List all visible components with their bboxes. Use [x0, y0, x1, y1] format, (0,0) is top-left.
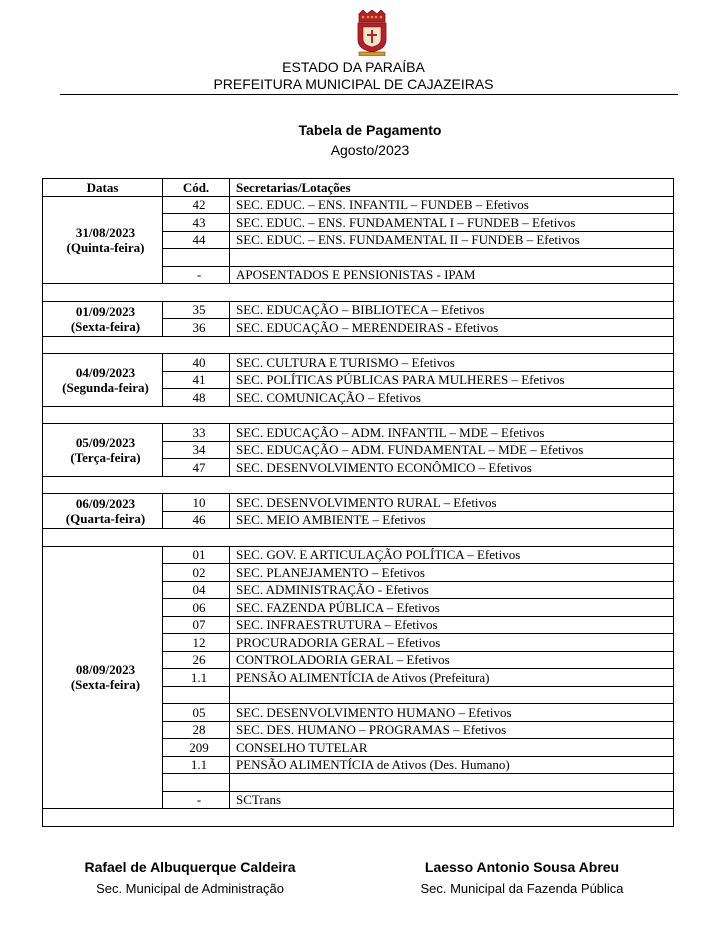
- group-separator-row: [43, 336, 674, 354]
- code-cell: 42: [163, 196, 230, 214]
- department-cell: SEC. DESENVOLVIMENTO HUMANO – Efetivos: [230, 704, 674, 722]
- department-cell: SCTrans: [230, 791, 674, 809]
- group-separator-row: [43, 809, 674, 827]
- payment-date-cell: [43, 494, 163, 529]
- code-cell: -: [163, 791, 230, 809]
- department-cell: SEC. POLÍTICAS PÚBLICAS PARA MULHERES – Efetivos: [230, 371, 674, 389]
- department-cell: SEC. GOV. E ARTICULAÇÃO POLÍTICA – Efetivos: [230, 546, 674, 564]
- code-cell: 33: [163, 424, 230, 442]
- separator-cell: [43, 284, 674, 302]
- column-header-departments: Secretarias/Lotações: [230, 179, 674, 197]
- code-cell: 34: [163, 441, 230, 459]
- code-cell: 36: [163, 319, 230, 337]
- code-cell: 48: [163, 389, 230, 407]
- department-cell: SEC. COMUNICAÇÃO – Efetivos: [230, 389, 674, 407]
- code-cell: 1.1: [163, 669, 230, 687]
- group-separator-row: [43, 284, 674, 302]
- payment-date-cell: [43, 546, 163, 809]
- separator-cell: [43, 476, 674, 494]
- department-cell: SEC. DES. HUMANO – PROGRAMAS – Efetivos: [230, 721, 674, 739]
- code-cell: 10: [163, 494, 230, 512]
- table-row: [43, 424, 674, 442]
- department-cell: [230, 686, 674, 704]
- group-separator-row: [43, 476, 674, 494]
- payment-table: [42, 178, 674, 827]
- municipality-name: PREFEITURA MUNICIPAL DE CAJAZEIRAS: [213, 76, 494, 92]
- payment-weekday: (Quinta-feira): [66, 239, 145, 255]
- code-cell: 04: [163, 581, 230, 599]
- header-divider: [60, 94, 678, 95]
- code-cell: 05: [163, 704, 230, 722]
- table-row: [43, 301, 674, 319]
- code-cell: [163, 686, 230, 704]
- table-body: [43, 196, 674, 826]
- table-row: [43, 354, 674, 372]
- department-cell: [230, 249, 674, 267]
- department-cell: [230, 774, 674, 792]
- payment-weekday: (Quarta-feira): [65, 511, 146, 526]
- code-cell: 26: [163, 651, 230, 669]
- department-cell: CONTROLADORIA GERAL – Efetivos: [230, 651, 674, 669]
- department-cell: SEC. EDUCAÇÃO – BIBLIOTECA – Efetivos: [230, 301, 674, 319]
- column-header-dates: Datas: [43, 179, 163, 197]
- department-cell: SEC. EDUCAÇÃO – ADM. FUNDAMENTAL – MDE – Efetivos: [230, 441, 674, 459]
- payment-date: 05/09/2023: [75, 434, 136, 450]
- signature-block-administration: [40, 858, 340, 898]
- table-row: [43, 196, 674, 214]
- code-cell: [163, 249, 230, 267]
- signature-block-finance: [372, 858, 672, 898]
- department-cell: SEC. DESENVOLVIMENTO RURAL – Efetivos: [230, 494, 674, 512]
- group-separator-row: [43, 529, 674, 547]
- separator-cell: [43, 529, 674, 547]
- department-cell: SEC. PLANEJAMENTO – Efetivos: [230, 564, 674, 582]
- separator-cell: [43, 336, 674, 354]
- payment-date: 08/09/2023: [75, 662, 136, 678]
- department-cell: CONSELHO TUTELAR: [230, 739, 674, 757]
- payment-date: 04/09/2023: [75, 364, 136, 380]
- column-header-code: Cód.: [163, 179, 230, 197]
- signer-role: Sec. Municipal da Fazenda Pública: [420, 881, 624, 896]
- table-header-row: [43, 179, 674, 197]
- code-cell: 46: [163, 511, 230, 529]
- department-cell: SEC. EDUCAÇÃO – MERENDEIRAS - Efetivos: [230, 319, 674, 337]
- code-cell: [163, 774, 230, 792]
- state-name: ESTADO DA PARAÍBA: [282, 59, 425, 75]
- code-cell: 35: [163, 301, 230, 319]
- payment-date-cell: [43, 354, 163, 407]
- payment-weekday: (Segunda-feira): [62, 379, 149, 395]
- code-cell: 06: [163, 599, 230, 617]
- code-cell: 02: [163, 564, 230, 582]
- department-cell: SEC. MEIO AMBIENTE – Efetivos: [230, 511, 674, 529]
- department-cell: PENSÃO ALIMENTÍCIA de Ativos (Prefeitura): [230, 669, 674, 687]
- payment-weekday: (Sexta-feira): [70, 677, 141, 693]
- department-cell: SEC. EDUC. – ENS. FUNDAMENTAL I – FUNDEB – Efetivos: [230, 214, 674, 232]
- payment-date: 06/09/2023: [75, 496, 136, 511]
- table-row: [43, 494, 674, 512]
- payment-date: 01/09/2023: [75, 303, 136, 319]
- payment-date-cell: [43, 301, 163, 336]
- payment-date-cell: [43, 424, 163, 477]
- code-cell: 44: [163, 231, 230, 249]
- document-title: Tabela de Pagamento: [298, 122, 442, 138]
- code-cell: 41: [163, 371, 230, 389]
- payment-date: 31/08/2023: [75, 224, 136, 240]
- signer-role: Sec. Municipal de Administração: [96, 881, 284, 896]
- code-cell: 47: [163, 459, 230, 477]
- department-cell: APOSENTADOS E PENSIONISTAS - IPAM: [230, 266, 674, 284]
- department-cell: PENSÃO ALIMENTÍCIA de Ativos (Des. Humano): [230, 756, 674, 774]
- coat-of-arms-emblem: [355, 10, 389, 56]
- department-cell: PROCURADORIA GERAL – Efetivos: [230, 634, 674, 652]
- code-cell: 28: [163, 721, 230, 739]
- code-cell: 1.1: [163, 756, 230, 774]
- department-cell: SEC. EDUC. – ENS. FUNDAMENTAL II – FUNDEB – Efetivos: [230, 231, 674, 249]
- payment-weekday: (Sexta-feira): [70, 318, 141, 334]
- code-cell: 07: [163, 616, 230, 634]
- payment-weekday: (Terça-feira): [70, 449, 141, 465]
- separator-cell: [43, 809, 674, 827]
- separator-cell: [43, 406, 674, 424]
- department-cell: SEC. EDUC. – ENS. INFANTIL – FUNDEB – Efetivos: [230, 196, 674, 214]
- department-cell: SEC. CULTURA E TURISMO – Efetivos: [230, 354, 674, 372]
- department-cell: SEC. DESENVOLVIMENTO ECONÔMICO – Efetivos: [230, 459, 674, 477]
- department-cell: SEC. FAZENDA PÚBLICA – Efetivos: [230, 599, 674, 617]
- signer-name: Laesso Antonio Sousa Abreu: [424, 859, 620, 875]
- signer-name: Rafael de Albuquerque Caldeira: [84, 859, 296, 875]
- code-cell: 01: [163, 546, 230, 564]
- code-cell: 43: [163, 214, 230, 232]
- payment-date-cell: [43, 196, 163, 284]
- code-cell: -: [163, 266, 230, 284]
- code-cell: 12: [163, 634, 230, 652]
- document-period: Agosto/2023: [330, 142, 410, 158]
- group-separator-row: [43, 406, 674, 424]
- table-row: [43, 546, 674, 564]
- department-cell: SEC. EDUCAÇÃO – ADM. INFANTIL – MDE – Efetivos: [230, 424, 674, 442]
- department-cell: SEC. INFRAESTRUTURA – Efetivos: [230, 616, 674, 634]
- code-cell: 209: [163, 739, 230, 757]
- code-cell: 40: [163, 354, 230, 372]
- department-cell: SEC. ADMINISTRAÇÃO - Efetivos: [230, 581, 674, 599]
